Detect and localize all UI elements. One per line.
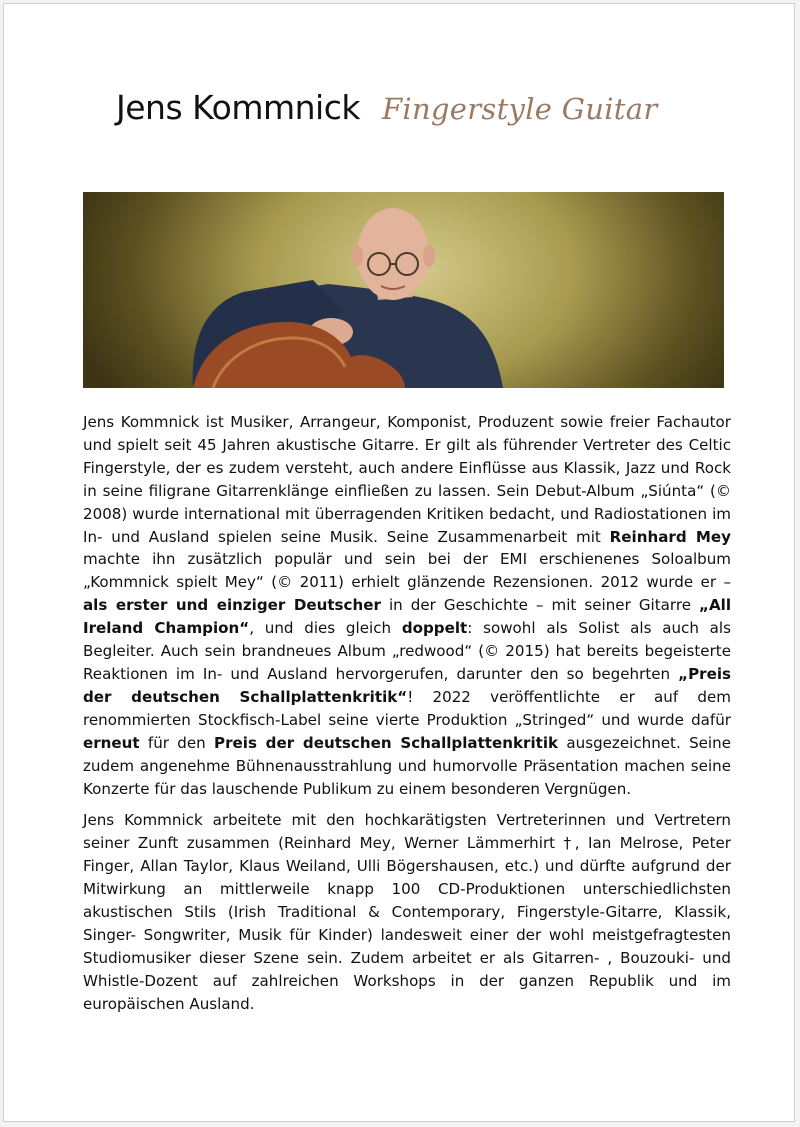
text-segment: in der Geschichte – mit seiner Gitarre <box>380 596 700 615</box>
bold-segment: erneut <box>83 733 140 752</box>
text-segment: , und dies gleich <box>249 619 402 638</box>
bold-segment: „All Ireland Champion“ <box>83 596 731 638</box>
text-segment: : sowohl als Solist als auch als Begleiter. Auch sein brandneues Album „redwood“ (© 2015) hat bereits begeisterte Reaktionen im In- und Ausland hervorgerufen, darunter den so begehrten <box>83 619 731 683</box>
text-segment: Jens Kommnick ist Musiker, Arrangeur, Komponist, Produzent sowie freier Fachautor und spielt seit 45 Jahren akustische Gitarre. Er gilt als führender Vertreter des Celtic Fingerstyle, der es zudem versteht, auch andere Einflüsse aus Klassik, Jazz und Rock in seine filigrane Gitarrenklänge einfließen zu lassen. Sein Debut-Album „Siúnta“ (© 2008) wurde international mit überragenden Kritiken bedacht, und Radiostationen im In- und Ausland spielen seine Musik. Seine Zusammenarbeit mit <box>83 413 731 546</box>
text-segment: machte ihn zusätzlich populär und sein bei der EMI erschienenes Soloalbum „Kommnick spielt Mey“ (© 2011) erhielt glänzende Rezensionen. 2012 wurde er – <box>83 550 731 592</box>
bold-segment: doppelt <box>401 619 468 638</box>
page-header <box>116 88 658 127</box>
artist-name: Jens Kommnick <box>116 88 360 127</box>
text-segment: für den <box>139 733 215 752</box>
biography-text <box>83 411 731 1016</box>
bold-segment: als erster und einziger Deutscher <box>83 596 381 615</box>
portrait-photo <box>83 192 724 388</box>
subtitle: Fingerstyle Guitar <box>381 92 658 126</box>
text-segment: ausgezeichnet. Seine zudem angenehme Bühnenausstrahlung und humorvolle Präsentation machen seine Konzerte für das lauschende Publikum zu einem besonderen Vergnügen. <box>83 733 731 798</box>
document-page <box>3 3 795 1122</box>
bold-segment: Reinhard Mey <box>609 527 731 546</box>
biography-paragraph-1 <box>83 411 731 800</box>
biography-paragraph-2: Jens Kommnick arbeitete mit den hochkarätigsten Vertreterinnen und Vertretern seiner Zunft zusammen (Reinhard Mey, Werner Lämmerhirt †, Ian Melrose, Peter Finger, Allan Taylor, Klaus Weiland, Ulli Bögershausen, etc.) und dürfte aufgrund der Mitwirkung an mittlerweile knapp 100 CD-Produktionen unterschiedlichsten akustischen Stils (Irish Traditional & Contemporary, Fingerstyle-Gitarre, Klassik, Singer- Songwriter, Musik für Kinder) landesweit einer der wohl meistgefragtesten Studiomusiker dieser Szene sein. Zudem arbeitet er als Gitarren- , Bouzouki- und Whistle-Dozent auf zahlreichen Workshops in der ganzen Republik und im europäischen Ausland. <box>83 811 731 1013</box>
text-segment: ! 2022 veröffentlichte er auf dem renommierten Stockfisch-Label seine vierte Produktion „Stringed“ und wurde dafür <box>83 687 731 729</box>
bold-segment: „Preis der deutschen Schallplattenkritik“ <box>83 664 731 706</box>
bold-segment: Preis der deutschen Schallplattenkritik <box>214 733 559 752</box>
portrait-illustration <box>83 192 724 388</box>
